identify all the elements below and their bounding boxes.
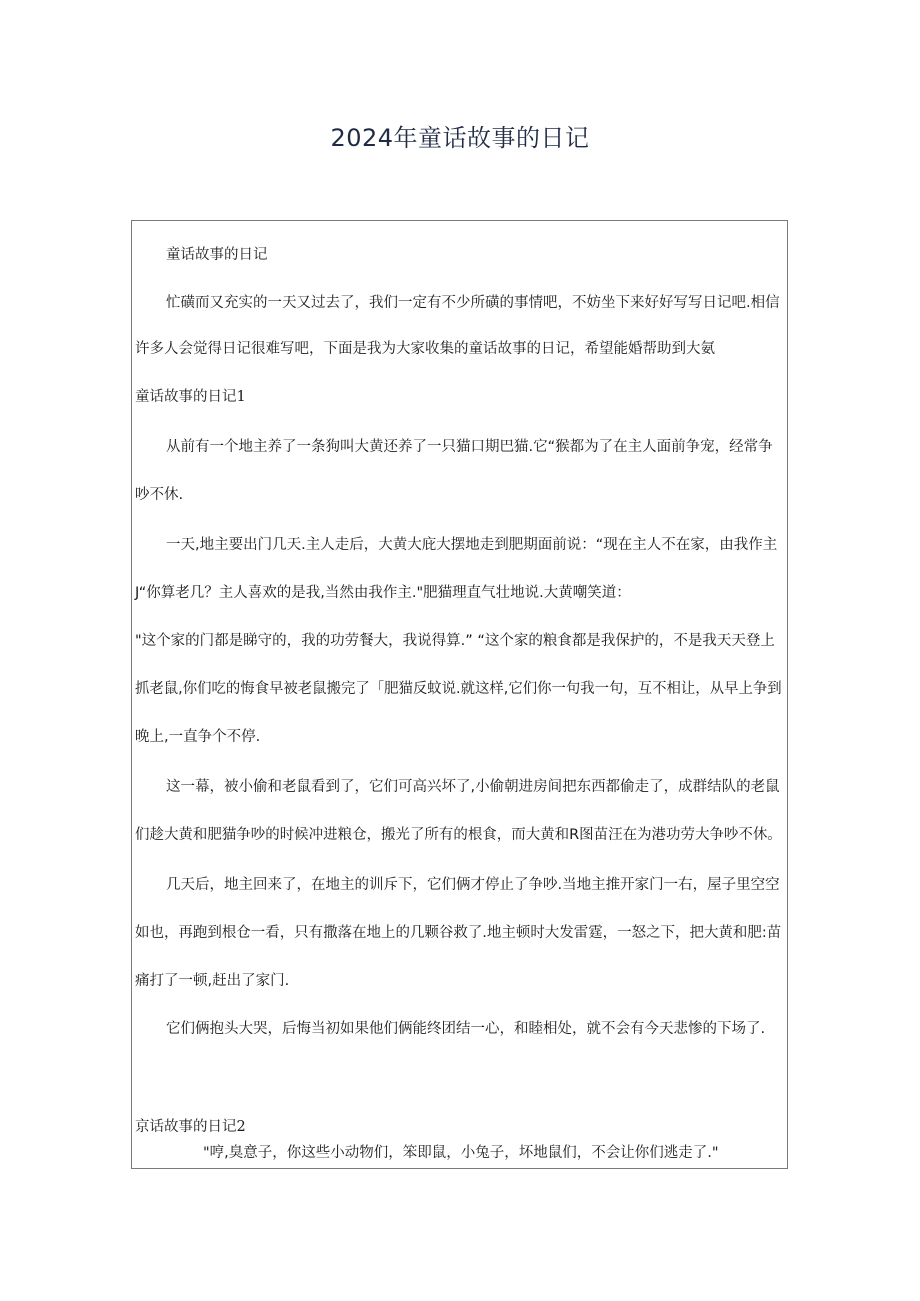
paragraph-line: 晚上,一直争个不停.	[135, 729, 261, 745]
paragraph-line: J“你算老几？主人喜欢的是我,当然由我作主."肥猫理直气壮地说.大黄嘲笑道：	[135, 585, 631, 601]
paragraph-line: "这个家的门都是睇守的，我的功劳餐大，我说得算.” “这个家的粮食都是我保护的，不是我天天登上	[135, 633, 775, 649]
paragraph-line: 一天,地主要出门几天.主人走后，大黄大庇大摆地走到肥期面前说：“现在主人不在家，由我作主	[166, 537, 778, 553]
paragraph-line: 痛打了一顿,赶出了家门.	[135, 973, 290, 989]
document-title: 2024年童话故事的日记	[330, 124, 590, 152]
paragraph-line: 它们俩抱头大哭，后悔当初如果他们俩能终团结一心，和睦相处，就不会有今天悲惨的下场了.	[166, 1021, 766, 1037]
paragraph-line: 如也，再跑到根仓一看，只有撒落在地上的几颗谷救了.地主顿时大发雷霆，一怒之下，把大黄和肥:苗	[135, 925, 782, 941]
paragraph-line: 忙磺而又充实的一天又过去了，我们一定有不少所磺的事情吧，不妨坐下来好好写写日记吧.相信	[166, 295, 780, 311]
document-body-frame	[131, 220, 788, 1169]
section-heading-2: 京话故事的日记2	[135, 1119, 246, 1135]
intro-heading: 童话故事的日记	[166, 247, 268, 263]
paragraph-line: 抓老鼠,你们吃的悔食早被老鼠搬完了「肥猫反蚊说.就这样,它们你一句我一句，互不相让，从早上争到	[135, 681, 782, 697]
section-heading-1: 童话故事的日记1	[135, 389, 246, 405]
paragraph-line: "哼,臭意子，你这些小动物们，笨即鼠，小兔子，坏地鼠们，不会让你们逃走了."	[203, 1145, 719, 1161]
paragraph-line: 吵不休.	[135, 487, 184, 503]
paragraph-line: 这一幕，被小偷和老鼠看到了，它们可高兴坏了,小偷朝进房间把东西都偷走了，成群结队的老鼠	[166, 779, 780, 795]
paragraph-line: 们趁大黄和肥猫争吵的时候冲进粮仓，搬光了所有的根食，而大黄和R图苗汪在为港功劳大争吵不休。	[135, 827, 782, 843]
paragraph-line: 许多人会觉得日记很难写吧，下面是我为大家收集的童话故事的日记，希望能婚帮助到大氨	[135, 341, 715, 357]
paragraph-line: 从前有一个地主养了一条狗叫大黄还养了一只猫口期巴猫.它“猴都为了在主人面前争宠，经常争	[166, 439, 773, 455]
paragraph-line: 几天后，地主回来了，在地主的训斥下，它们俩才停止了争吵.当地主推开家门一右，屋子里空空	[166, 877, 780, 893]
